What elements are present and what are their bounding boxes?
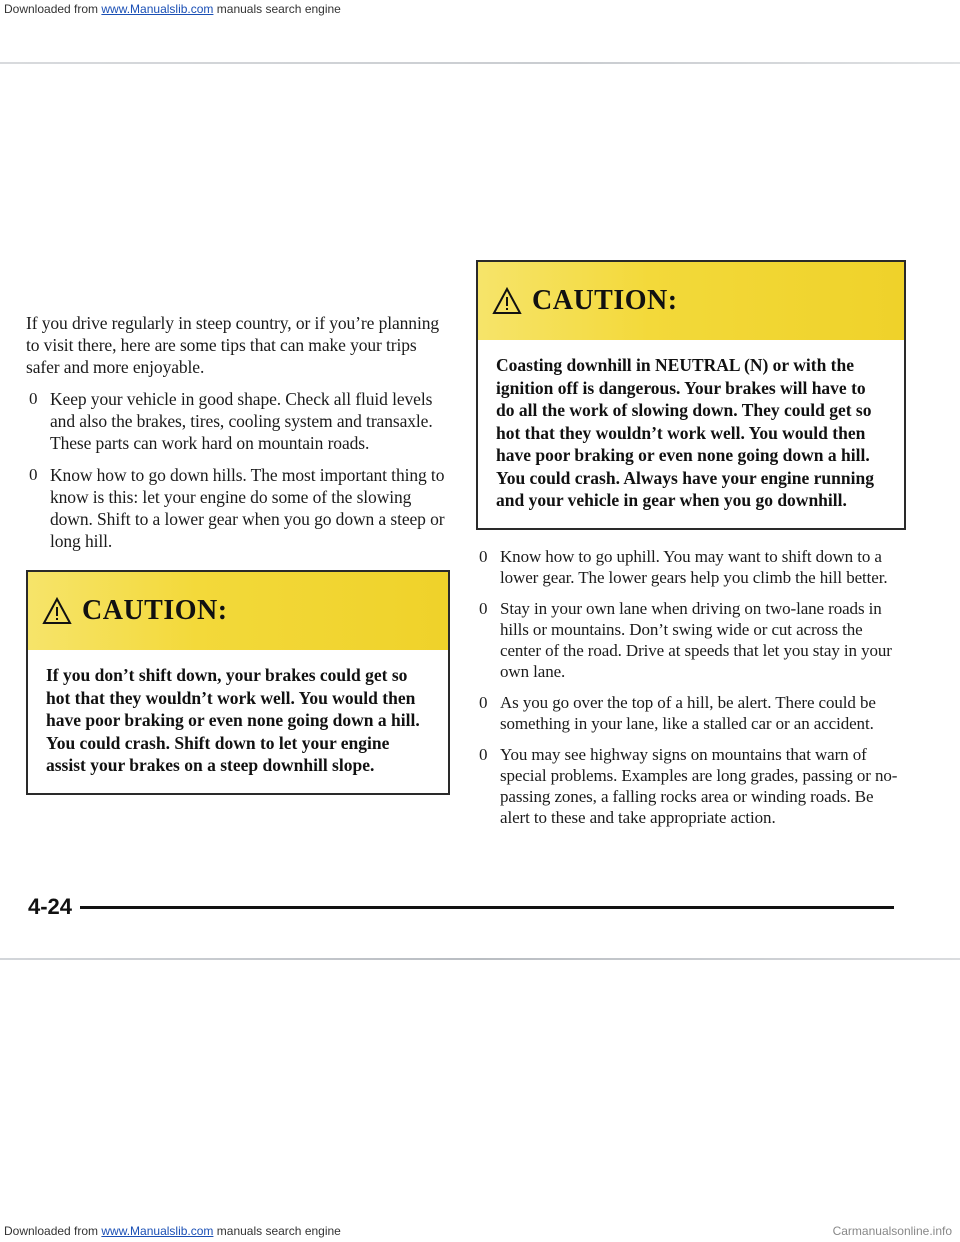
right-bullet-list	[476, 546, 904, 828]
watermark-top	[4, 2, 341, 16]
left-bullet-list	[26, 388, 450, 552]
list-item	[26, 388, 450, 454]
list-item	[476, 744, 904, 828]
watermark-suffix: manuals search engine	[213, 1224, 341, 1238]
caution-body: If you don’t shift down, your brakes could get so hot that they wouldn’t work well. You would then have poor braking or even none going down a hill. You could crash. Shift down to let your engine assist your brakes on a steep downhill slope.	[46, 665, 420, 775]
bullet-marker: 0	[479, 598, 488, 618]
watermark-right[interactable]: Carmanualsonline.info	[832, 1224, 952, 1238]
watermark-suffix: manuals search engine	[213, 2, 341, 16]
list-item	[476, 598, 904, 682]
caution-box-left	[26, 570, 450, 795]
right-column	[476, 285, 904, 838]
watermark-link[interactable]: www.Manualslib.com	[101, 1224, 214, 1238]
watermark-prefix: Downloaded from	[4, 2, 102, 16]
list-item	[26, 464, 450, 552]
bullet-marker: 0	[479, 692, 488, 712]
page-footer	[28, 894, 894, 920]
intro-paragraph: If you drive regularly in steep country, or if you’re planning to visit there, here are some tips that can make your trips safer and more enjoyable.	[26, 313, 440, 377]
bullet-marker: 0	[29, 389, 38, 408]
bullet-text: Know how to go uphill. You may want to shift down to a lower gear. The lower gears help you climb the hill better.	[500, 546, 888, 587]
bullet-text: As you go over the top of a hill, be alert. There could be something in your lane, like a stalled car or an accident.	[500, 692, 876, 733]
footer-rule	[80, 906, 894, 909]
warning-triangle-icon	[42, 597, 72, 625]
page-number: 4-24	[28, 894, 73, 919]
caution-body: Coasting downhill in NEUTRAL (N) or with the ignition off is dangerous. Your brakes will have to do all the work of slowing down. They could get so hot that they wouldn’t work well. You would then have poor braking or even none going down a hill. You could crash. Always have your engine running and your vehicle in gear when you go downhill.	[496, 355, 874, 510]
watermark-link[interactable]: www.Manualslib.com	[101, 2, 214, 16]
watermark-prefix: Downloaded from	[4, 1224, 102, 1238]
caution-header	[478, 262, 904, 340]
left-column	[26, 312, 450, 795]
bullet-text: Keep your vehicle in good shape. Check all fluid levels and also the brakes, tires, cooling system and transaxle. These parts can work hard on mountain roads.	[50, 389, 433, 453]
watermark-bottom	[4, 1224, 341, 1238]
caution-title: CAUTION:	[532, 285, 678, 316]
bullet-marker: 0	[479, 546, 488, 566]
caution-title: CAUTION:	[82, 595, 228, 626]
bottom-rule	[0, 958, 960, 960]
bullet-text: Know how to go down hills. The most important thing to know is this: let your engine do some of the slowing down. Shift to a lower gear when you go down a steep or long hill.	[50, 465, 445, 551]
caution-box-right	[476, 260, 906, 530]
bullet-marker: 0	[29, 465, 38, 484]
list-item	[476, 546, 904, 588]
list-item	[476, 692, 904, 734]
bullet-text: You may see highway signs on mountains that warn of special problems. Examples are long grades, passing or no-passing zones, a falling rocks area or winding roads. Be alert to these and take appropriate action.	[500, 744, 898, 827]
caution-header	[28, 572, 448, 650]
warning-triangle-icon	[492, 287, 522, 315]
bullet-text: Stay in your own lane when driving on two-lane roads in hills or mountains. Don’t swing wide or cut across the center of the road. Drive at speeds that let you stay in your own lane.	[500, 598, 892, 681]
top-rule	[0, 62, 960, 64]
bullet-marker: 0	[479, 744, 488, 764]
